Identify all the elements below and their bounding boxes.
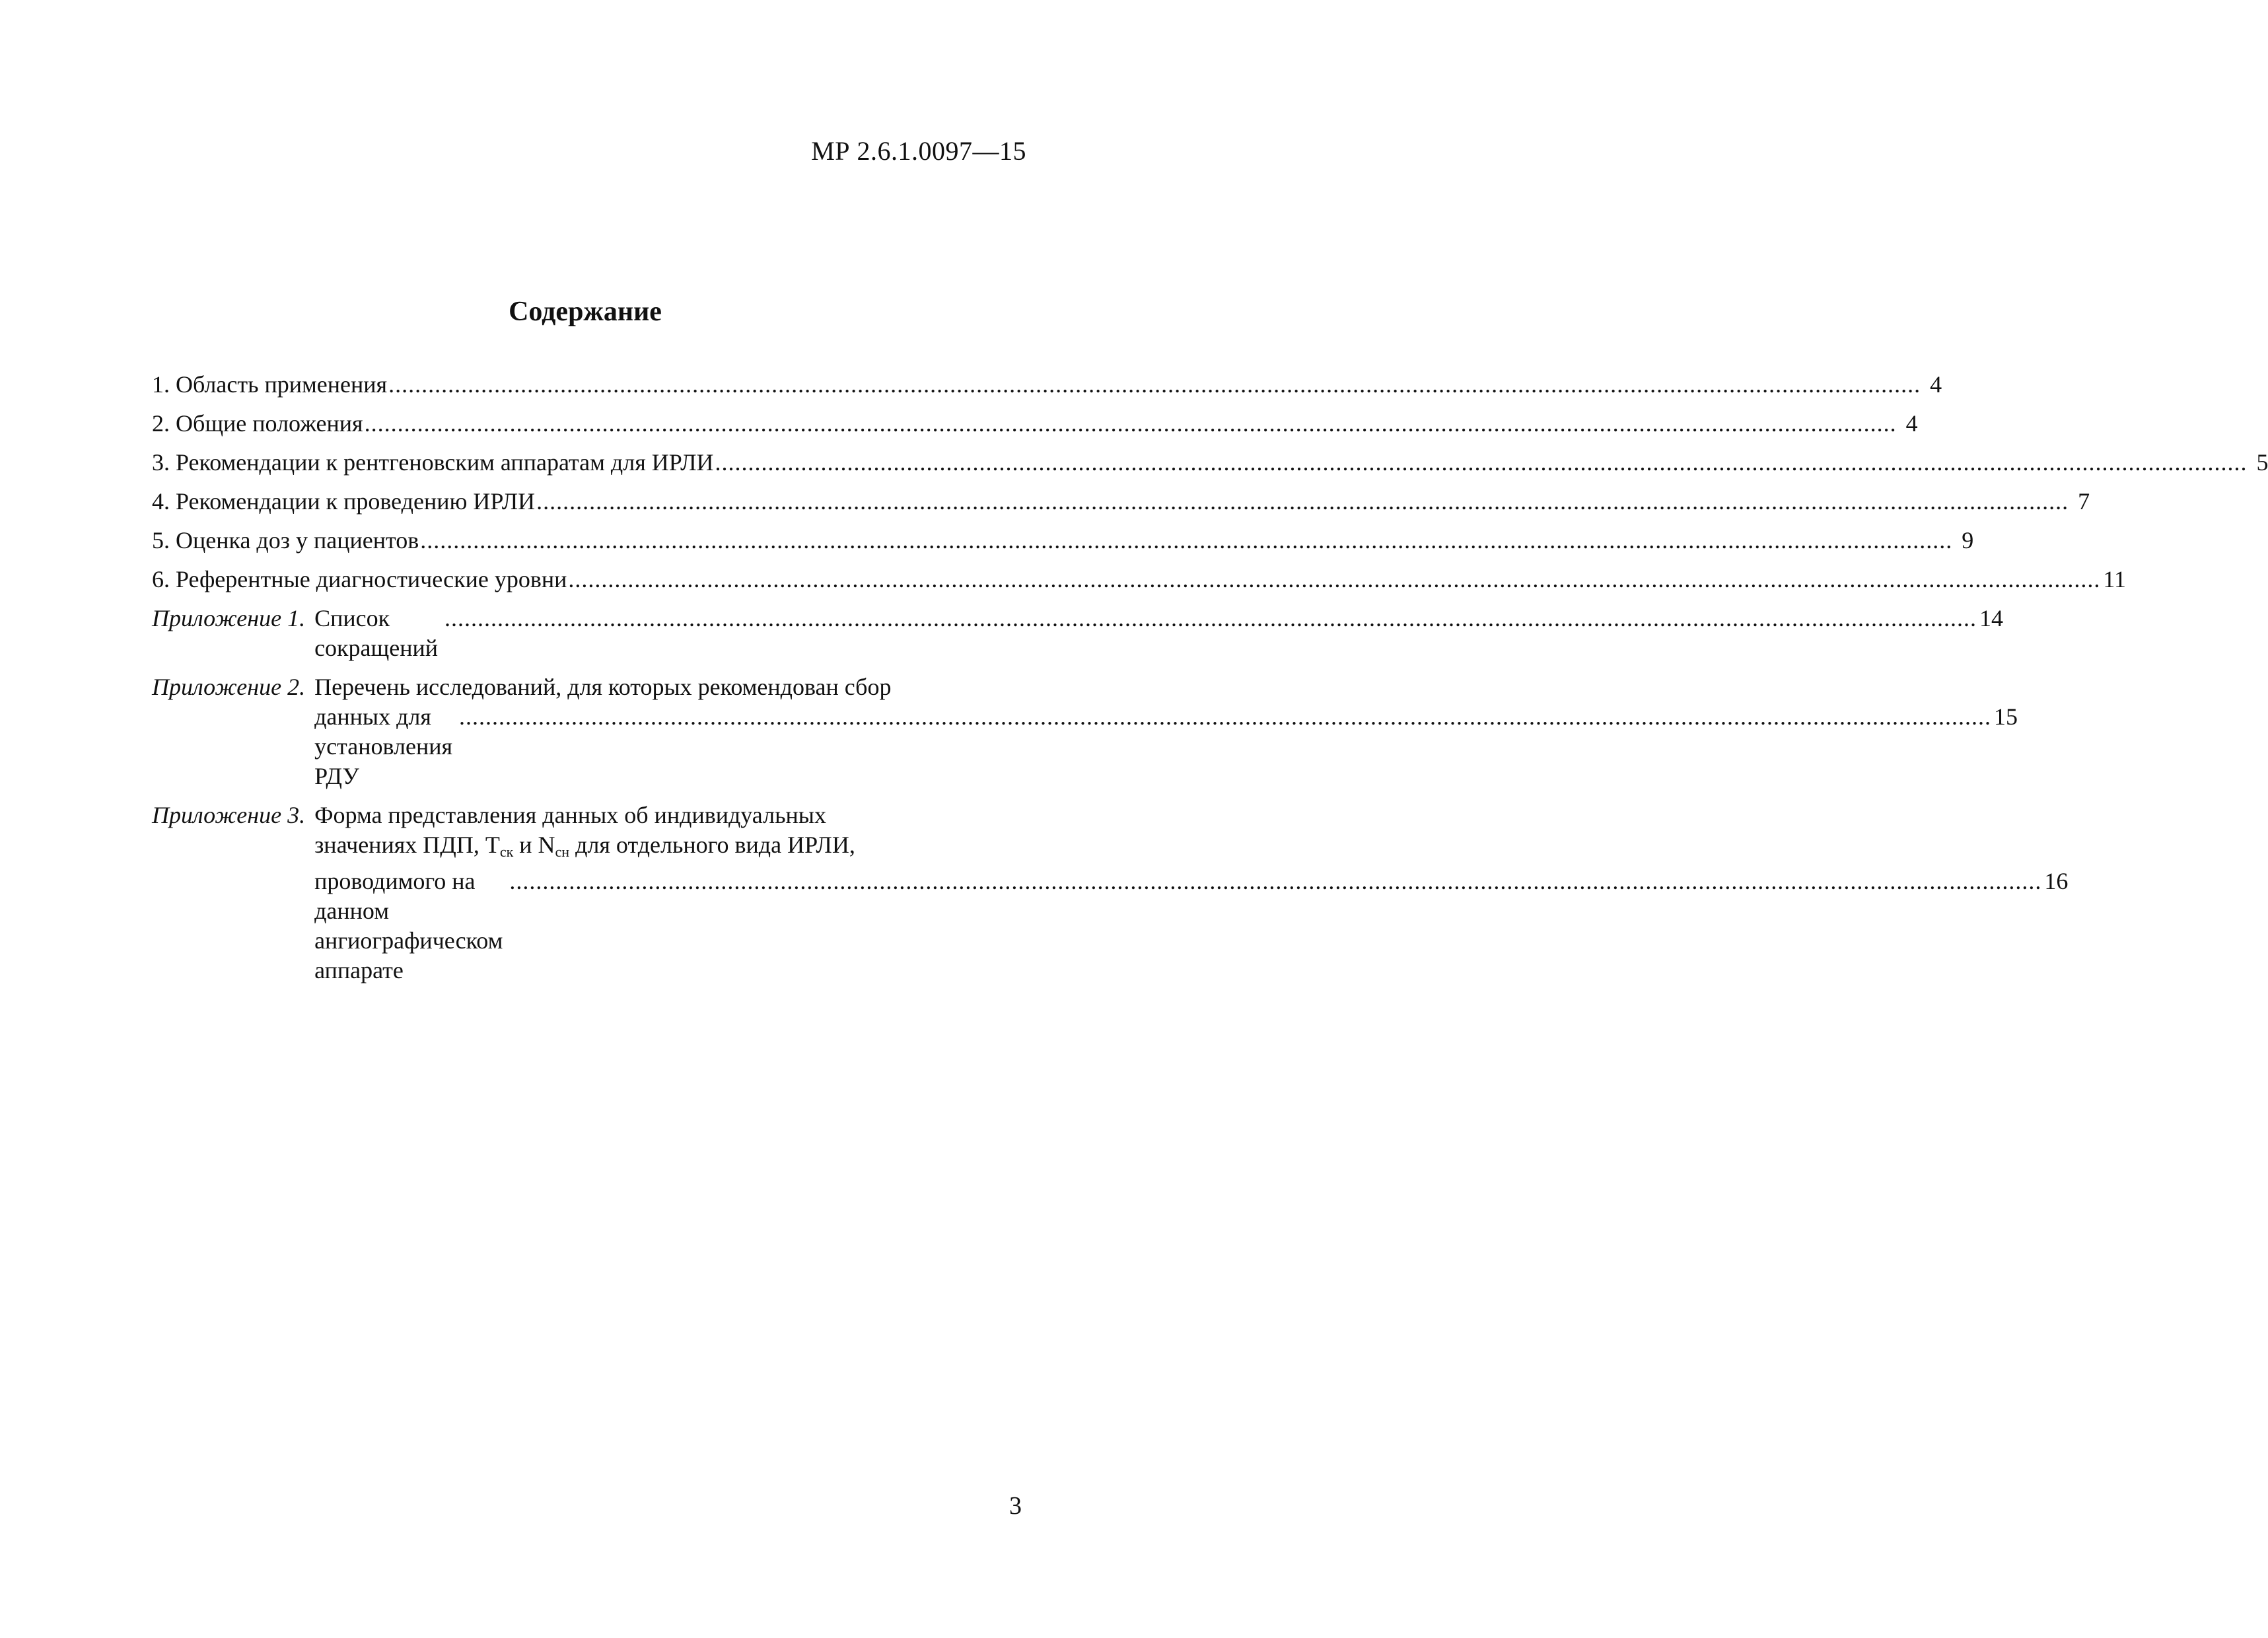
dot-leader [459,702,1991,732]
appendix-title-line [314,830,2063,867]
toc-entry-page: 16 [2044,868,2069,894]
toc-entry[interactable] [152,409,1918,439]
toc-entry-page: 11 [2103,566,2127,592]
appendix-label: Приложение 3. [152,802,306,828]
appendix-text-fragment: для отдельного вида ИРЛИ, [569,832,855,858]
toc-entry-page: 15 [1994,703,2018,730]
dot-leader [420,526,1952,555]
table-of-contents [152,370,2268,995]
document-code: МР 2.6.1.0097—15 [811,136,1026,166]
toc-entry-page: 4 [1930,371,1942,398]
toc-entry-title: 4. Рекомендации к проведению ИРЛИ [152,488,536,515]
toc-entry[interactable] [152,565,2127,594]
toc-entry-page: 7 [2078,488,2090,515]
appendix-body [314,604,2004,663]
dot-leader [365,409,1897,439]
dot-leader [444,604,1977,633]
appendix-title-line: Перечень исследований, для которых рекомендован сбор [314,674,892,700]
toc-appendix-entry[interactable] [152,604,2004,663]
toc-entry[interactable] [152,487,2090,516]
appendix-last-line [314,604,2004,663]
toc-entry-title: 5. Оценка доз у пациентов [152,527,419,553]
appendix-title-line: данных для установления РДУ [314,703,453,789]
appendix-label: Приложение 2. [152,674,306,700]
toc-entry-title: 2. Общие положения [152,410,363,437]
dot-leader [509,867,2041,896]
appendix-last-line [314,867,2069,985]
appendix-title-line: проводимого на данном ангиографическом аппарате [314,868,503,983]
appendix-title-line: Список сокращений [314,605,439,661]
toc-entry-title: 6. Референтные диагностические уровни [152,566,567,592]
dot-leader [536,487,2069,516]
dot-leader [715,448,2247,478]
toc-entry-page: 9 [1962,527,1974,553]
subscript: ск [499,843,514,860]
toc-title: Содержание [509,297,662,327]
appendix-last-line [314,702,2018,791]
toc-entry-title: 1. Область применения [152,371,388,398]
toc-entry-title: 3. Рекомендации к рентгеновским аппаратам для ИРЛИ [152,449,714,476]
subscript: сн [555,843,570,860]
toc-entry[interactable] [152,526,1974,555]
appendix-text-fragment: значениях ПДП, T [314,832,500,858]
appendix-body [314,672,2018,791]
dot-leader [568,565,2100,594]
toc-appendix-entry[interactable] [152,801,2069,985]
appendix-title-line: Форма представления данных об индивидуальных [314,802,826,828]
toc-entry[interactable] [152,448,2268,478]
page-number: 3 [1009,1492,1022,1520]
toc-entry-page: 5 [2256,449,2268,476]
appendix-label: Приложение 1. [152,605,306,631]
dot-leader [388,370,1921,400]
toc-entry[interactable] [152,370,1942,400]
toc-appendix-entry[interactable] [152,672,2018,791]
toc-entry-page: 4 [1905,410,1918,437]
toc-entry-page: 14 [1979,605,2004,631]
appendix-text-fragment: и N [513,832,555,858]
appendix-body [314,801,2069,985]
